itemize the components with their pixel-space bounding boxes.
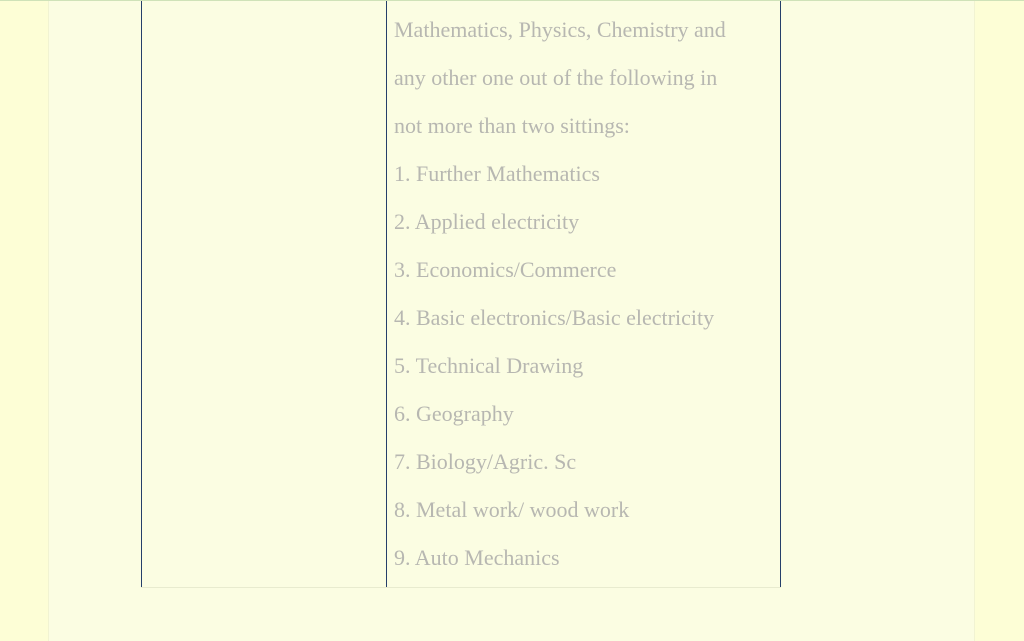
requirements-cell-text [394, 6, 774, 582]
requirements-intro-line: any other one out of the following in [394, 65, 718, 90]
subject-list-item: 3. Economics/Commerce [394, 257, 617, 282]
subject-list-item: 2. Applied electricity [394, 209, 580, 234]
requirements-intro-line: Mathematics, Physics, Chemistry and [394, 17, 726, 42]
subject-list-item: 1. Further Mathematics [394, 161, 600, 186]
subject-list-item: 7. Biology/Agric. Sc [394, 449, 577, 474]
subject-list-item: 6. Geography [394, 401, 514, 426]
subject-list-item: 5. Technical Drawing [394, 353, 584, 378]
requirements-table [141, 1, 781, 588]
subject-list-item: 9. Auto Mechanics [394, 545, 560, 570]
subject-list [394, 150, 774, 582]
subject-list-item: 8. Metal work/ wood work [394, 497, 630, 522]
subject-list-item: 4. Basic electronics/Basic electricity [394, 305, 715, 330]
content-column [48, 1, 975, 641]
requirements-intro-line: not more than two sittings: [394, 113, 630, 138]
table-cell-left [141, 1, 387, 587]
